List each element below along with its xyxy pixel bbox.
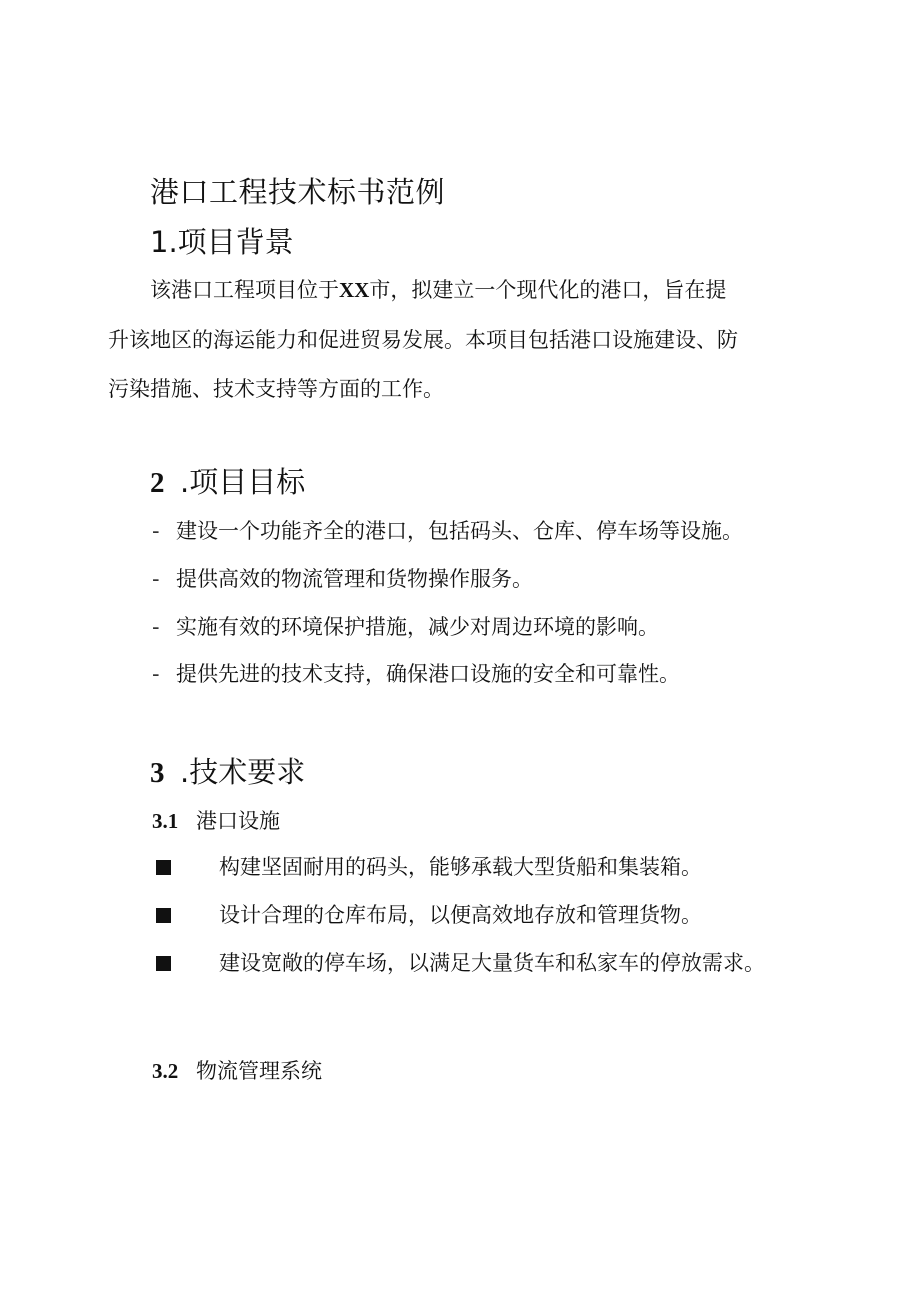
section-1-paragraph-line-2: 升该地区的海运能力和促进贸易发展。本项目包括港口设施建设、防 <box>108 328 738 352</box>
square-bullet-icon <box>156 908 171 923</box>
list-item <box>152 659 680 689</box>
section-2-number: 2 <box>150 467 165 499</box>
section-2-heading <box>150 462 305 503</box>
paragraph-text: 该港口工程项目位于 <box>150 278 339 302</box>
subsection-3-2-title: 物流管理系统 <box>196 1059 322 1083</box>
paragraph-text: 市，拟建立一个现代化的港口，旨在提 <box>369 278 727 302</box>
list-item <box>152 516 743 546</box>
section-3-title: .技术要求 <box>180 755 306 789</box>
list-item-text: 建设一个功能齐全的港口，包括码头、仓库、停车场等设施。 <box>176 519 743 543</box>
list-item-text: 设计合理的仓库布局，以便高效地存放和管理货物。 <box>219 903 702 927</box>
square-bullet-icon <box>156 956 171 971</box>
subsection-3-1-heading <box>152 806 280 836</box>
square-bullet-icon <box>156 860 171 875</box>
list-item-text: 构建坚固耐用的码头，能够承载大型货船和集装箱。 <box>219 855 702 879</box>
paragraph-city-placeholder: XX <box>339 278 370 302</box>
dash-bullet: - <box>152 519 160 543</box>
list-item-text: 提供高效的物流管理和货物操作服务。 <box>176 567 533 591</box>
section-2-title: .项目目标 <box>180 465 306 499</box>
document-title: 港口工程技术标书范例 <box>150 175 446 209</box>
subsection-3-2-number: 3.2 <box>152 1059 179 1083</box>
dash-bullet: - <box>152 567 160 591</box>
section-3-number: 3 <box>150 757 165 789</box>
dash-bullet: - <box>152 615 160 639</box>
list-item-text: 实施有效的环境保护措施，减少对周边环境的影响。 <box>176 615 659 639</box>
dash-bullet: - <box>152 662 160 686</box>
subsection-3-1-number: 3.1 <box>152 809 179 833</box>
section-1-paragraph-line-3: 污染措施、技术支持等方面的工作。 <box>108 377 444 401</box>
list-item-text: 提供先进的技术支持，确保港口设施的安全和可靠性。 <box>176 662 680 686</box>
list-item <box>152 564 533 594</box>
section-3-heading <box>150 752 305 793</box>
section-1-heading: 1.项目背景 <box>150 225 294 259</box>
section-1-paragraph-line-1 <box>150 268 726 312</box>
list-item <box>152 612 659 642</box>
subsection-3-2-heading <box>152 1056 322 1086</box>
subsection-3-1-title: 港口设施 <box>196 809 280 833</box>
list-item-text: 建设宽敞的停车场，以满足大量货车和私家车的停放需求。 <box>219 951 765 975</box>
